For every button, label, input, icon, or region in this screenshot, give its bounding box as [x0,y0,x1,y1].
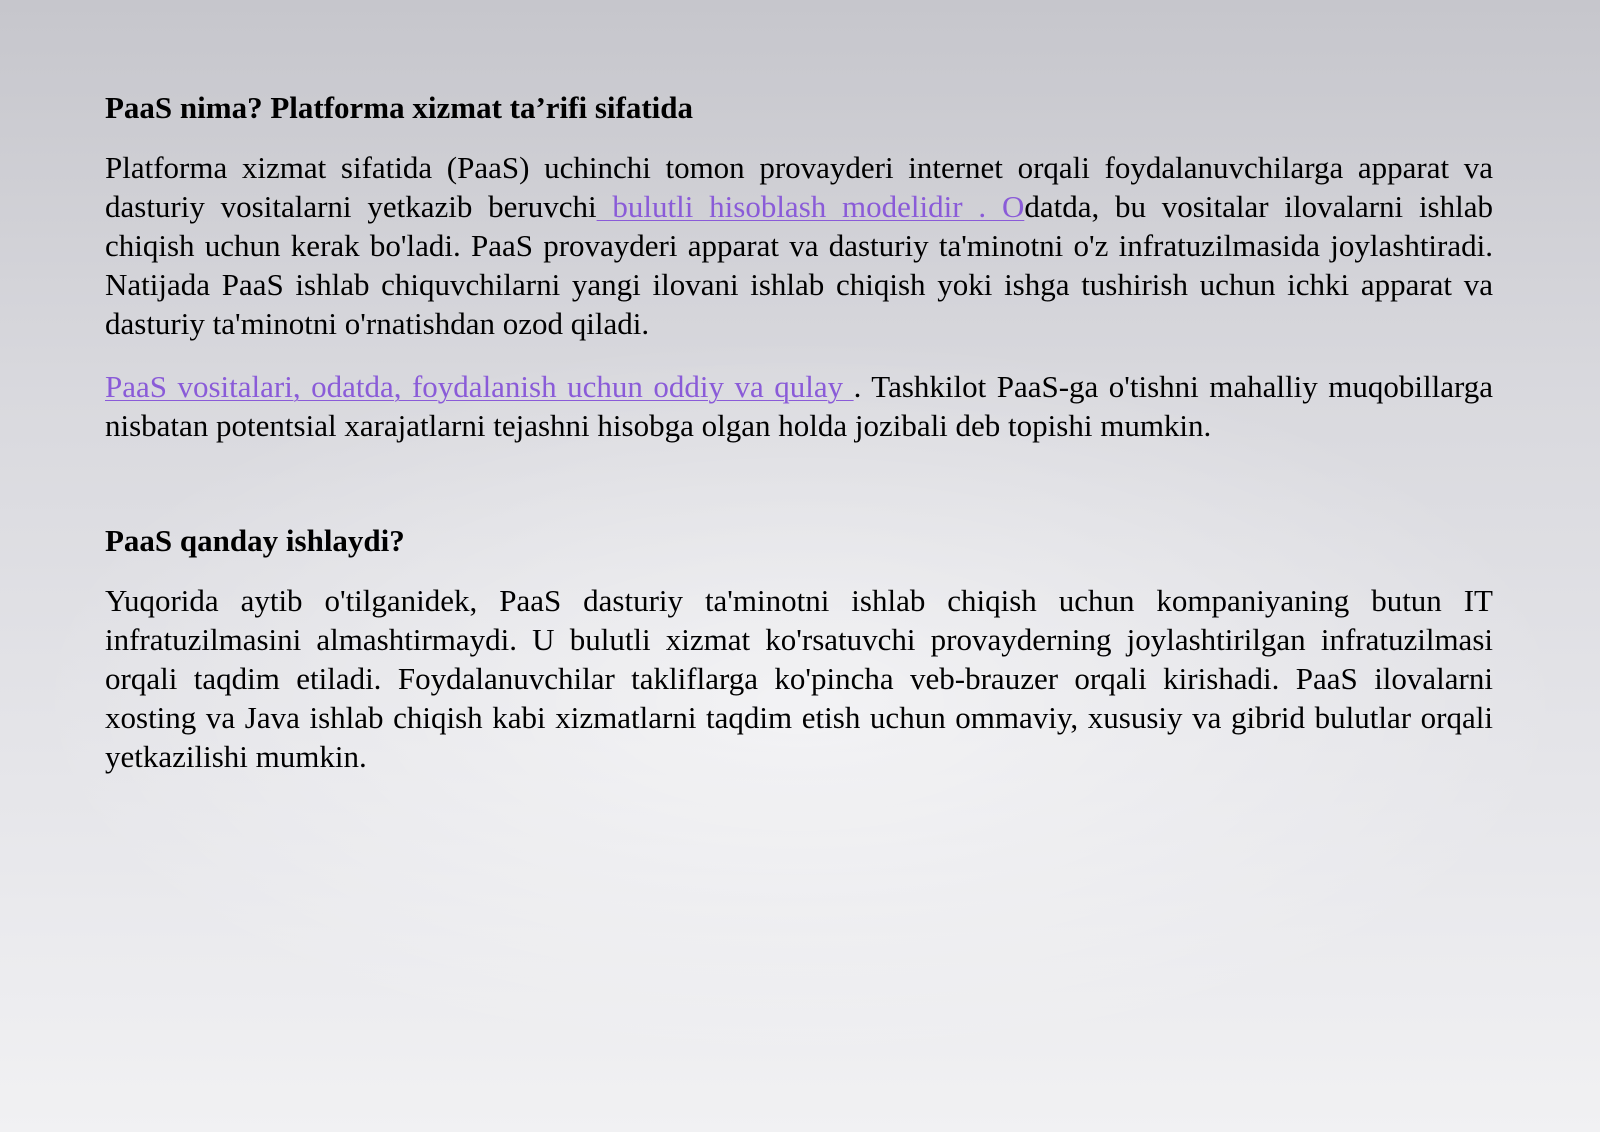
paragraph-paas-definition [105,148,1493,343]
section-spacer [105,469,1493,521]
section-heading-how-paas-works: PaaS qanday ishlaydi? [105,523,405,558]
paragraph-text: datda, bu vositalar ilovalarni ishlab chiqish uchun kerak bo'ladi. PaaS provayderi apparat va dasturiy ta'minotni o'z infratuzilmasida joylashtiradi. Natijada PaaS ishlab chiquvchilarni yangi ilovani ishlab chiqish yoki ishga tushirish uchun ichki apparat va dasturiy ta'minotni o'rnatishdan ozod qiladi. [105,189,1493,341]
paragraph-text: . Tashkilot PaaS-ga o'tishni mahalliy muqobillarga nisbatan potentsial xarajatlarni tejashni hisobga olgan holda jozibali deb topishi mumkin. [105,369,1493,443]
section-heading-paas-definition: PaaS nima? Platforma xizmat ta’rifi sifatida [105,90,694,125]
slide-content [105,88,1493,800]
link-cloud-computing-model[interactable]: bulutli hisoblash modelidir . O [596,189,1025,224]
link-paas-tools-easy[interactable]: PaaS vositalari, odatda, foydalanish uchun oddiy va qulay [105,369,854,404]
paragraph-paas-tools [105,367,1493,445]
paragraph-how-paas-works: Yuqorida aytib o'tilganidek, PaaS dasturiy ta'minotni ishlab chiqish uchun kompaniyaning butun IT infratuzilmasini almashtirmaydi. U bulutli xizmat ko'rsatuvchi provayderning joylashtirilgan infratuzilmasi orqali taqdim etiladi. Foydalanuvchilar takliflarga ko'pincha veb-brauzer orqali kirishadi. PaaS ilovalarni xosting va Java ishlab chiqish kabi xizmatlarni taqdim etish uchun ommaviy, xususiy va gibrid bulutlar orqali yetkazilishi mumkin. [105,583,1493,774]
paragraph-text: Platforma xizmat sifatida (PaaS) uchinchi tomon provayderi internet orqali foydalanuvchilarga apparat va dasturiy vositalarni yetkazib beruvchi [105,150,1493,224]
